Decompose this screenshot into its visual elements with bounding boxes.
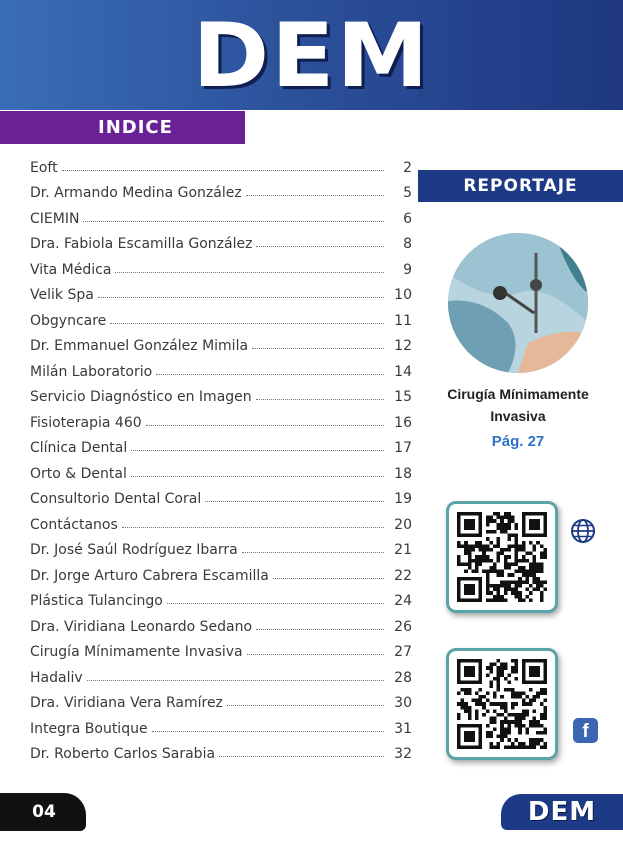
feature-title-line2: Invasiva: [490, 408, 546, 424]
toc-entry[interactable]: [30, 533, 412, 559]
toc-entry-title: Velik Spa: [30, 287, 94, 303]
toc-entry[interactable]: [30, 227, 412, 253]
toc-leader-dots: [227, 705, 384, 706]
toc-entry[interactable]: [30, 711, 412, 737]
feature-title: [430, 383, 606, 427]
qr-code-icon: [457, 512, 547, 602]
toc-entry[interactable]: [30, 660, 412, 686]
toc-leader-dots: [122, 527, 384, 528]
toc-leader-dots: [219, 756, 384, 757]
toc-entry-title: Servicio Diagnóstico en Imagen: [30, 389, 252, 405]
toc-entry-page: 28: [394, 669, 412, 686]
toc-entry-page: 9: [403, 261, 412, 278]
globe-icon[interactable]: [570, 518, 596, 544]
toc-entry-title: Orto & Dental: [30, 465, 127, 482]
toc-entry-page: 2: [403, 159, 412, 176]
toc-entry-title: Dr. Emmanuel González Mimila: [30, 338, 249, 354]
toc-entry-title: Milán Laboratorio: [30, 363, 153, 380]
toc-entry-title: Dr. Jorge Arturo Cabrera Escamilla: [30, 567, 269, 584]
toc-entry-title: Dr. Roberto Carlos Sarabia: [30, 746, 216, 762]
toc-entry-page: 26: [394, 618, 412, 635]
toc-entry-title: Vita Médica: [30, 261, 112, 278]
toc-entry-page: 17: [394, 440, 412, 456]
toc-entry-title: Consultorio Dental Coral: [30, 491, 202, 507]
toc-entry-title: Dra. Viridiana Vera Ramírez: [30, 695, 223, 711]
toc-entry-page: 11: [394, 312, 412, 329]
toc-leader-dots: [246, 195, 384, 196]
toc-leader-dots: [146, 425, 384, 426]
toc-entry-title: Fisioterapia 460: [30, 414, 142, 431]
magazine-logo: DEM: [192, 4, 431, 107]
toc-leader-dots: [205, 501, 384, 502]
toc-entry[interactable]: [30, 609, 412, 635]
toc-entry[interactable]: [30, 405, 412, 431]
toc-entry-page: 5: [403, 185, 412, 201]
toc-entry-page: 20: [394, 516, 412, 533]
toc-entry-page: 32: [394, 746, 412, 762]
toc-entry-page: 22: [394, 567, 412, 584]
facebook-qr-code[interactable]: [446, 648, 558, 760]
toc-entry-title: Clínica Dental: [30, 440, 128, 456]
toc-entry-title: Dra. Viridiana Leonardo Sedano: [30, 618, 253, 635]
toc-entry[interactable]: [30, 252, 412, 278]
feature-page-ref[interactable]: Pág. 27: [491, 433, 545, 450]
toc-entry-title: Contáctanos: [30, 516, 118, 533]
toc-entry[interactable]: [30, 303, 412, 329]
toc-entry-title: Plástica Tulancingo: [30, 593, 163, 609]
footer-logo: DEM: [501, 794, 623, 830]
toc-entry[interactable]: [30, 354, 412, 380]
toc-entry-title: Dr. José Saúl Rodríguez Ibarra: [30, 542, 238, 558]
toc-entry-page: 6: [403, 210, 412, 227]
toc-entry-page: 10: [394, 287, 412, 303]
feature-title-line1: Cirugía Mínimamente: [447, 386, 589, 402]
page-number: 04: [0, 793, 86, 831]
toc-entry-title: Eoft: [30, 159, 58, 176]
toc-entry-title: Dr. Armando Medina González: [30, 185, 242, 201]
toc-leader-dots: [87, 680, 384, 681]
toc-entry-page: 19: [394, 491, 412, 507]
toc-leader-dots: [131, 450, 384, 451]
toc-entry-title: Integra Boutique: [30, 720, 148, 737]
toc-entry[interactable]: [30, 737, 412, 763]
toc-entry-page: 16: [394, 414, 412, 431]
toc-leader-dots: [152, 731, 384, 732]
toc-entry[interactable]: [30, 201, 412, 227]
toc-entry-page: 8: [403, 236, 412, 252]
toc-entry[interactable]: [30, 150, 412, 176]
toc-entry-title: Dra. Fabiola Escamilla González: [30, 236, 253, 252]
toc-leader-dots: [131, 476, 384, 477]
toc-leader-dots: [115, 272, 384, 273]
toc-leader-dots: [252, 348, 384, 349]
toc-entry[interactable]: [30, 635, 412, 661]
toc-entry[interactable]: [30, 380, 412, 406]
toc-entry-page: 27: [394, 644, 412, 660]
toc-leader-dots: [83, 221, 384, 222]
toc-leader-dots: [247, 654, 384, 655]
toc-entry[interactable]: [30, 686, 412, 712]
toc-entry-page: 18: [394, 465, 412, 482]
toc-leader-dots: [98, 297, 384, 298]
toc-entry[interactable]: [30, 176, 412, 202]
toc-entry-page: 15: [394, 389, 412, 405]
table-of-contents: [30, 150, 412, 762]
toc-entry-page: 31: [394, 720, 412, 737]
toc-entry[interactable]: [30, 329, 412, 355]
website-qr-code[interactable]: [446, 501, 558, 613]
index-heading: INDICE: [0, 111, 245, 144]
feature-photo: [448, 233, 588, 373]
toc-entry[interactable]: [30, 482, 412, 508]
toc-entry-title: Cirugía Mínimamente Invasiva: [30, 644, 243, 660]
toc-entry-page: 30: [394, 695, 412, 711]
toc-leader-dots: [273, 578, 384, 579]
toc-entry-page: 12: [394, 338, 412, 354]
facebook-icon[interactable]: f: [573, 718, 598, 743]
toc-leader-dots: [156, 374, 384, 375]
toc-entry-page: 24: [394, 593, 412, 609]
toc-entry[interactable]: [30, 456, 412, 482]
toc-leader-dots: [256, 629, 384, 630]
surgery-image: [448, 233, 588, 373]
toc-leader-dots: [256, 399, 384, 400]
toc-entry[interactable]: [30, 278, 412, 304]
toc-entry[interactable]: [30, 584, 412, 610]
toc-leader-dots: [110, 323, 384, 324]
toc-entry-page: 14: [394, 363, 412, 380]
toc-entry[interactable]: [30, 507, 412, 533]
toc-leader-dots: [167, 603, 384, 604]
reportaje-label: REPORTAJE: [418, 170, 623, 202]
toc-entry[interactable]: [30, 431, 412, 457]
toc-leader-dots: [242, 552, 384, 553]
toc-leader-dots: [256, 246, 384, 247]
toc-entry-title: Hadaliv: [30, 669, 83, 686]
toc-entry[interactable]: [30, 558, 412, 584]
toc-entry-title: Obgyncare: [30, 312, 107, 329]
toc-entry-title: CIEMIN: [30, 210, 80, 227]
header-banner: [0, 0, 623, 110]
toc-leader-dots: [62, 170, 384, 171]
toc-entry-page: 21: [394, 542, 412, 558]
qr-code-icon: [457, 659, 547, 749]
